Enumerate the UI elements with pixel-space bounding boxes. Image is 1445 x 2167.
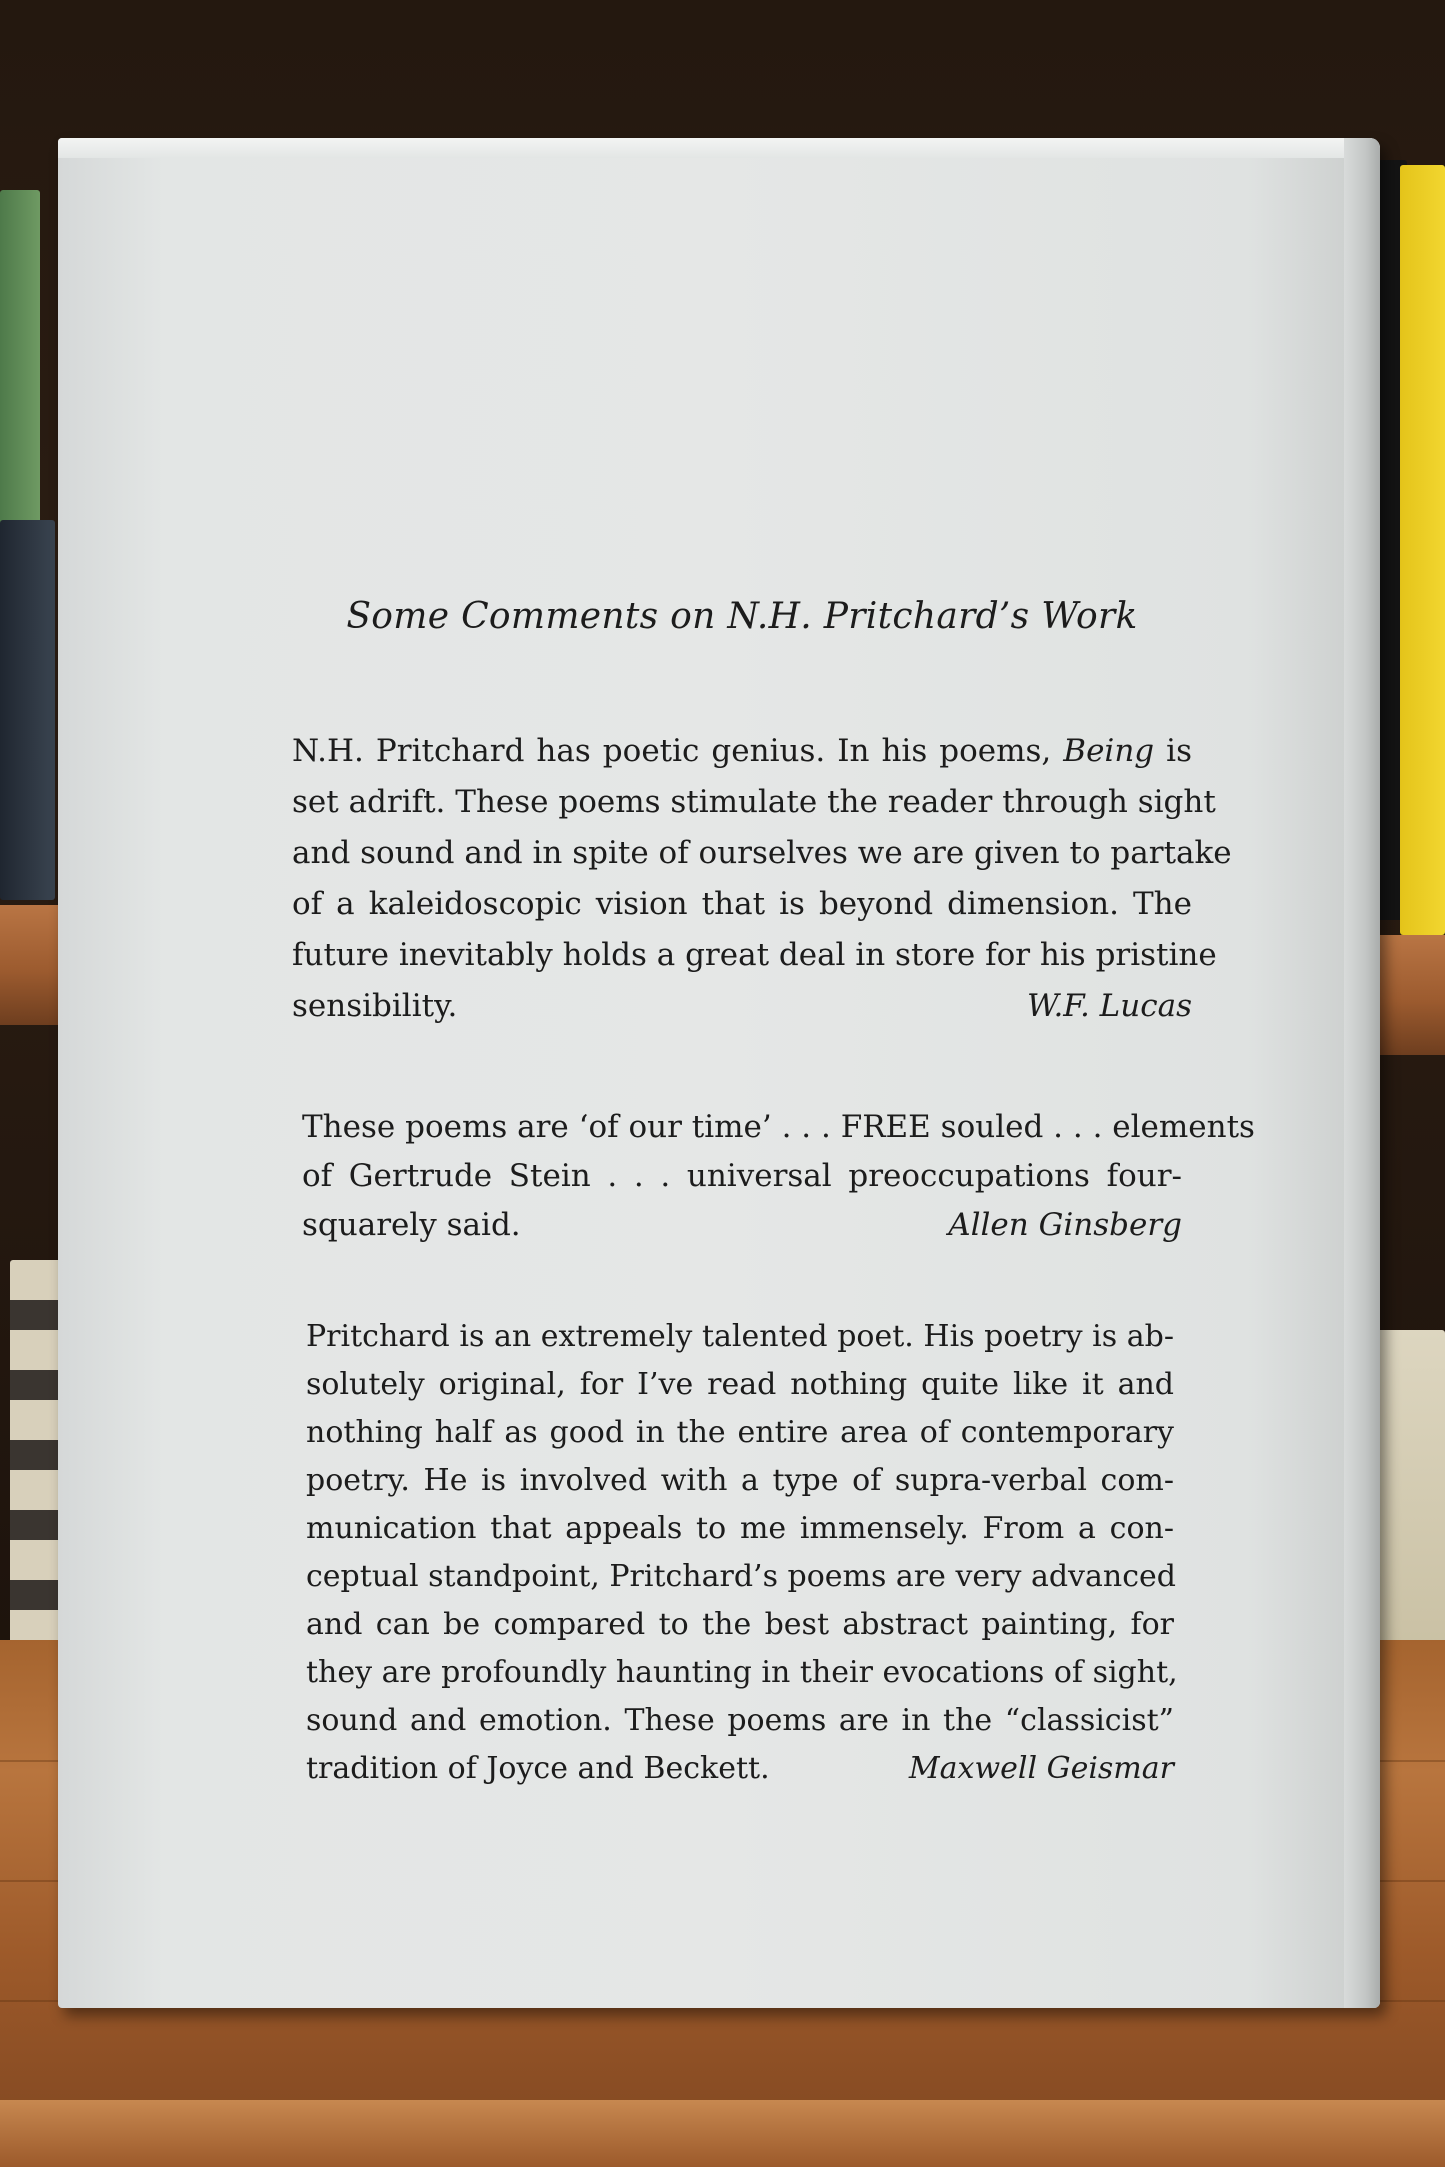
book-top-edge <box>58 138 1380 158</box>
quote-line: solutely original, for I’ve read nothing quite like it and <box>306 1367 1174 1402</box>
quote-author: W.F. Lucas <box>1027 988 1192 1024</box>
book-spine-yellow <box>1400 165 1445 935</box>
quote-author: Maxwell Geismar <box>908 1751 1174 1786</box>
quote-line: ceptual standpoint, Pritchard’s poems are very advanced <box>306 1559 1176 1594</box>
table-edge <box>0 2100 1445 2167</box>
quote-line: of a kaleidoscopic vision that is beyond dimension. The <box>292 886 1192 922</box>
quote-line: and sound and in spite of ourselves we are given to partake <box>292 835 1232 871</box>
quote-lucas <box>292 726 1232 1032</box>
quote-line: set adrift. These poems stimulate the reader through sight <box>292 784 1216 820</box>
quote-line-text: is <box>1154 733 1192 769</box>
quote-line-text: squarely said. <box>302 1207 521 1243</box>
quote-line: Pritchard is an extremely talented poet. His poetry is ab- <box>306 1319 1174 1354</box>
quote-line <box>292 726 1192 777</box>
quote-line: of Gertrude Stein . . . universal preoccupations four- <box>302 1158 1182 1194</box>
italic-word: Being <box>1063 733 1155 769</box>
book-spine-edge <box>1344 138 1380 2008</box>
quote-line-text: tradition of Joyce and Beckett. <box>306 1751 770 1786</box>
quote-line-last <box>292 981 1192 1032</box>
quote-line: munication that appeals to me immensely. From a con- <box>306 1511 1174 1546</box>
cover-heading: Some Comments on N.H. Pritchard’s Work <box>346 596 1138 637</box>
quote-line: and can be compared to the best abstract painting, for <box>306 1607 1174 1642</box>
quote-line: These poems are ‘of our time’ . . . FREE souled . . . elements <box>302 1109 1255 1145</box>
quote-author: Allen Ginsberg <box>948 1207 1182 1243</box>
quote-line: they are profoundly haunting in their evocations of sight, <box>306 1655 1178 1690</box>
quote-line: future inevitably holds a great deal in store for his pristine <box>292 937 1217 973</box>
book-back-cover <box>58 138 1380 2008</box>
quote-line-last <box>306 1745 1174 1793</box>
quote-line-last <box>302 1201 1182 1250</box>
quote-line: sound and emotion. These poems are in the “classicist” <box>306 1703 1174 1738</box>
quote-line-text: sensibility. <box>292 988 458 1024</box>
book-spine-dark <box>0 520 55 900</box>
quote-geismar <box>306 1313 1178 1793</box>
quote-ginsberg <box>302 1103 1255 1250</box>
quote-line: poetry. He is involved with a type of supra-verbal com- <box>306 1463 1174 1498</box>
quote-line: nothing half as good in the entire area of contemporary <box>306 1415 1174 1450</box>
quote-line-text: N.H. Pritchard has poetic genius. In his poems, <box>292 733 1052 769</box>
